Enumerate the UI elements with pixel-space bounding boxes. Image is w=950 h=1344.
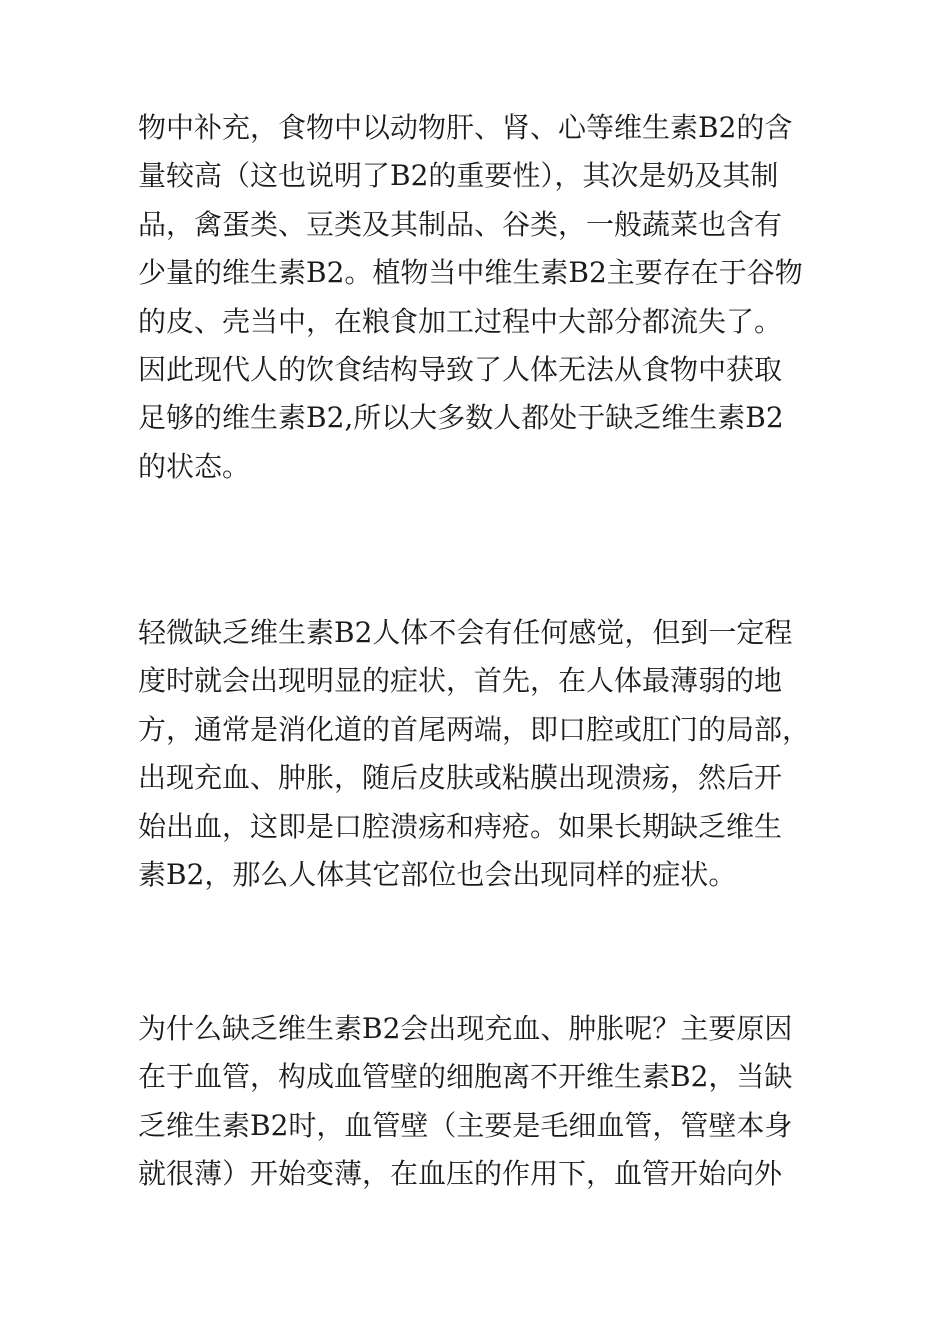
- text-line: 素B2，那么人体其它部位也会出现同样的症状。: [138, 857, 737, 891]
- text-line: 品，禽蛋类、豆类及其制品、谷类，一般蔬菜也含有: [138, 207, 783, 241]
- paragraph-b2-food-sources: [138, 104, 838, 491]
- text-line: 量较高（这也说明了B2的重要性），其次是奶及其制: [138, 159, 779, 193]
- text-line: 在于血管，构成血管壁的细胞离不开维生素B2，当缺: [138, 1060, 793, 1094]
- text-line: 因此现代人的饮食结构导致了人体无法从食物中获取: [138, 352, 783, 386]
- text-line: 物中补充，食物中以动物肝、肾、心等维生素B2的含: [138, 111, 793, 144]
- text-line: 乏维生素B2时，血管壁（主要是毛细血管，管壁本身: [138, 1108, 793, 1142]
- text-line: 度时就会出现明显的症状，首先，在人体最薄弱的地: [138, 664, 783, 698]
- paragraph-b2-blood-vessels: [138, 1005, 838, 1199]
- text-line: 始出血，这即是口腔溃疡和痔疮。如果长期缺乏维生: [138, 809, 783, 843]
- text-line: 出现充血、肿胀，随后皮肤或粘膜出现溃疡，然后开: [138, 761, 783, 795]
- text-line: 足够的维生素B2,所以大多数人都处于缺乏维生素B2: [138, 401, 784, 435]
- text-line: 的皮、壳当中，在粮食加工过程中大部分都流失了。: [138, 304, 783, 338]
- text-line: 就很薄）开始变薄，在血压的作用下，血管开始向外: [138, 1157, 783, 1191]
- text-line: 轻微缺乏维生素B2人体不会有任何感觉，但到一定程: [138, 616, 793, 649]
- text-line: 少量的维生素B2。植物当中维生素B2主要存在于谷物: [138, 256, 803, 290]
- paragraph-b2-deficiency-symptoms: [138, 609, 838, 899]
- text-line: 为什么缺乏维生素B2会出现充血、肿胀呢？主要原因: [138, 1012, 793, 1045]
- text-line: 方，通常是消化道的首尾两端，即口腔或肛门的局部，: [138, 712, 811, 746]
- text-line: 的状态。: [138, 449, 251, 483]
